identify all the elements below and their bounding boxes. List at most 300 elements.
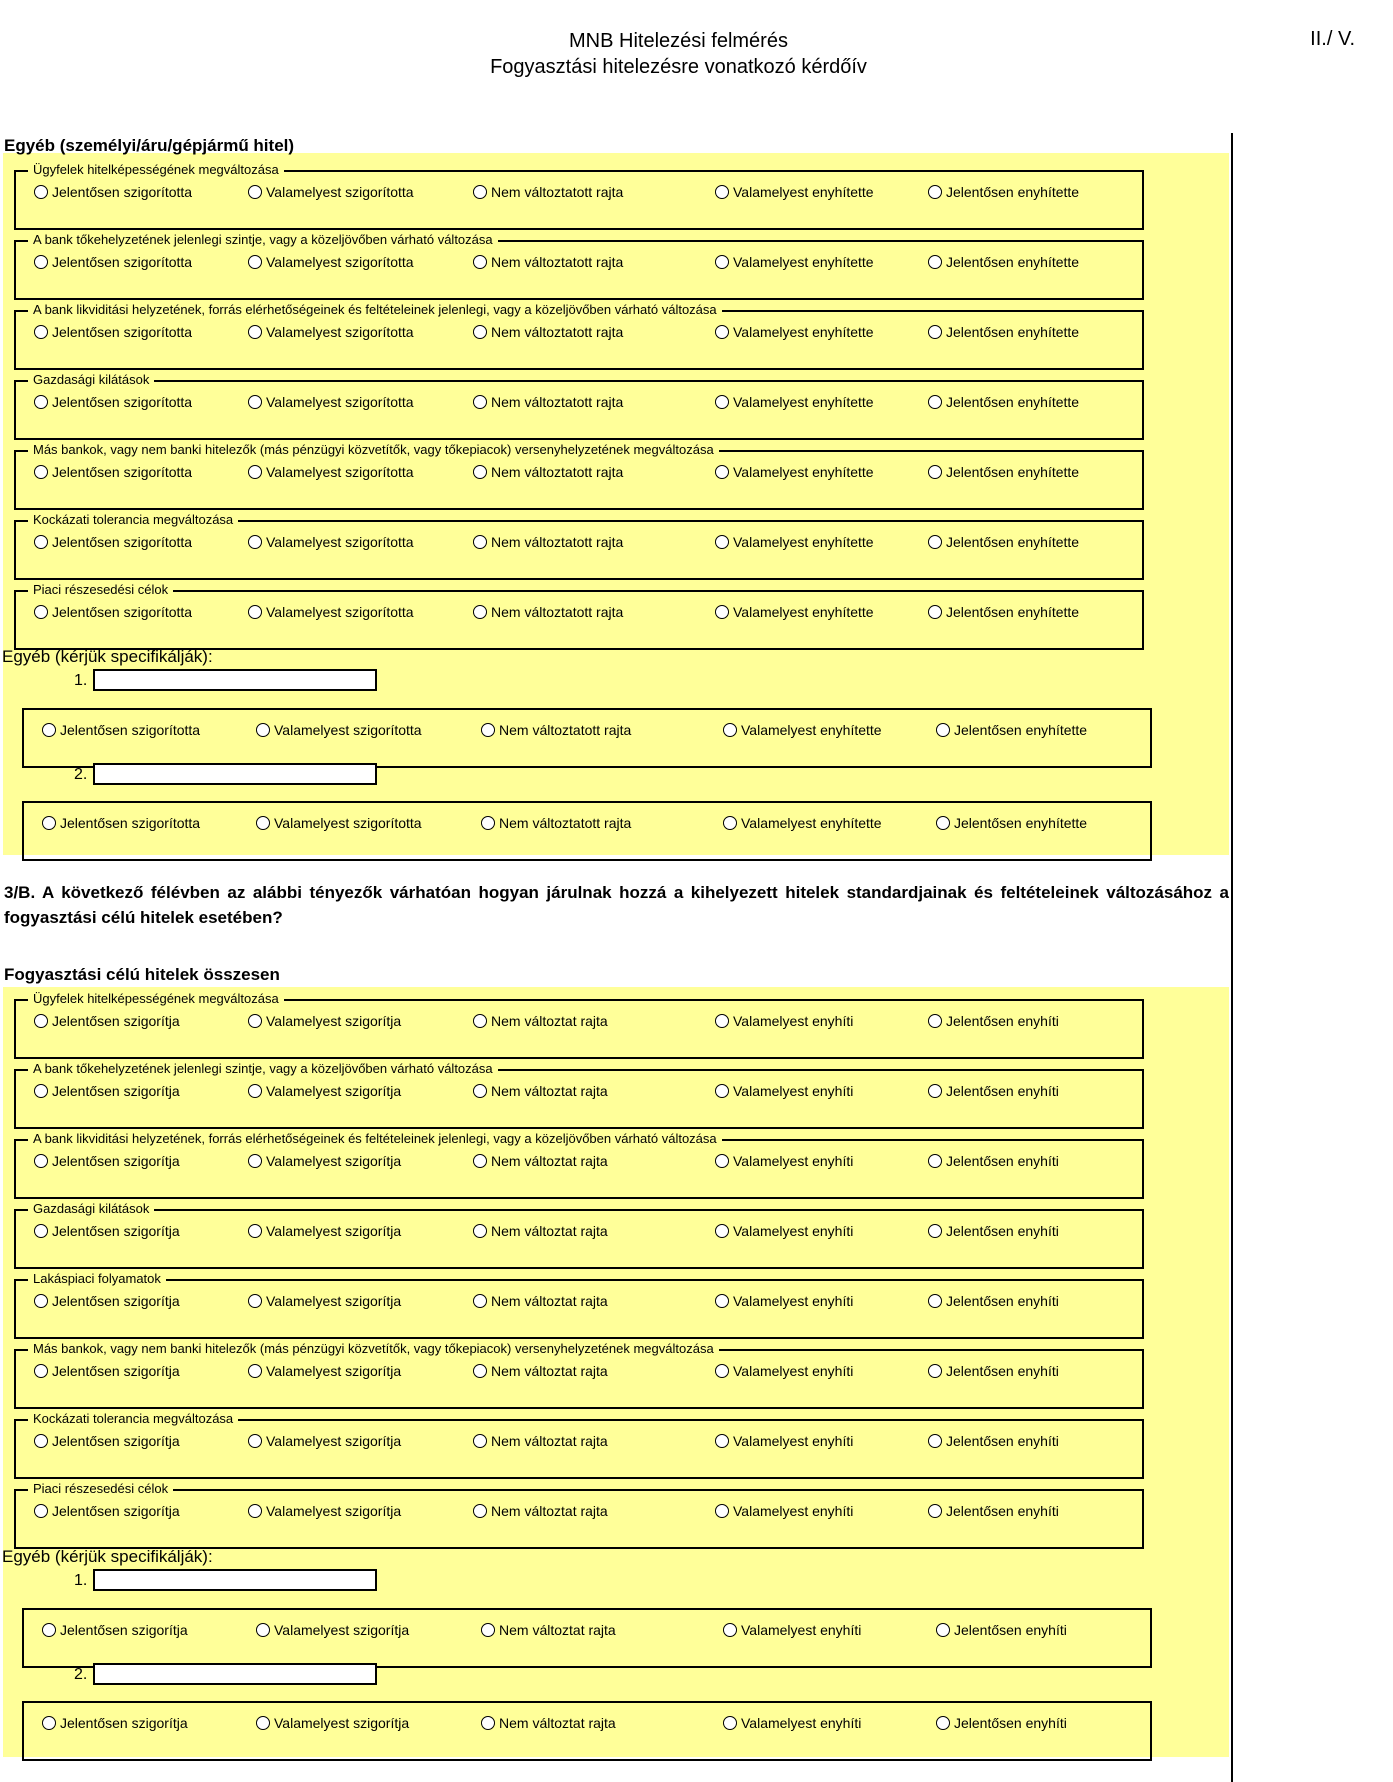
radio-button-icon[interactable] <box>34 325 48 339</box>
radio-button-icon[interactable] <box>473 1294 487 1308</box>
section-b-group-2-legend: A bank tőkehelyzetének jelenlegi szintje, vagy a közeljövőben várható változása <box>28 1061 498 1077</box>
section-b-group-5-option-1[interactable] <box>34 1293 180 1309</box>
section-b-group-3-option-4[interactable] <box>715 1153 853 1169</box>
radio-button-icon[interactable] <box>928 325 942 339</box>
option-label: Nem változtat rajta <box>491 1013 608 1029</box>
radio-button-icon[interactable] <box>473 1014 487 1028</box>
option-label: Nem változtatott rajta <box>491 394 624 410</box>
radio-button-icon[interactable] <box>715 255 729 269</box>
radio-button-icon[interactable] <box>34 1364 48 1378</box>
option-label: Nem változtat rajta <box>499 1715 616 1731</box>
radio-button-icon[interactable] <box>473 1434 487 1448</box>
radio-button-icon[interactable] <box>928 1154 942 1168</box>
radio-button-icon[interactable] <box>936 1716 950 1730</box>
section-b-group-7 <box>14 1411 1144 1479</box>
survey-title: MNB Hitelezési felmérés <box>569 30 788 52</box>
section-b-group-3-option-2[interactable] <box>248 1153 401 1169</box>
section-a-other-2-group-option-3[interactable] <box>481 815 631 831</box>
section-a-other-2-group-option-5[interactable] <box>936 815 1087 831</box>
section-a-group-5-option-5[interactable] <box>928 464 1079 480</box>
option-label: Jelentősen szigorította <box>52 534 193 550</box>
section-b-group-8-option-3[interactable] <box>473 1503 608 1519</box>
radio-button-icon[interactable] <box>473 535 487 549</box>
section-b-group-3 <box>14 1131 1144 1199</box>
section-b-group-6-legend: Más bankok, vagy nem banki hitelezők (más pénzügyi közvetítők, vagy tőkepiacok) versenyhelyzetének megváltozása <box>28 1341 719 1357</box>
radio-button-icon[interactable] <box>928 1294 942 1308</box>
section-a-group-6-option-3[interactable] <box>473 534 623 550</box>
radio-button-icon[interactable] <box>42 1623 56 1637</box>
question-3b: 3/B. A következő félévben az alábbi tényezők várhatóan hogyan járulnak hozzá a kihelyezett hitelek standardjainak és feltételeinek változásához a fogyasztási célú hitelek esetében? <box>4 883 1229 927</box>
option-label: Nem változtatott rajta <box>491 324 624 340</box>
option-label: Valamelyest enyhíti <box>741 1622 862 1638</box>
section-a-group-1 <box>14 162 1144 230</box>
section-a-title: Egyéb (személyi/áru/gépjármű hitel) <box>4 136 295 155</box>
radio-button-icon[interactable] <box>473 1224 487 1238</box>
radio-button-icon[interactable] <box>928 255 942 269</box>
option-label: Jelentősen enyhíti <box>946 1293 1059 1309</box>
radio-button-icon[interactable] <box>256 1623 270 1637</box>
section-a-other-2-group-option-1[interactable] <box>42 815 200 831</box>
option-label: Valamelyest szigorította <box>266 464 414 480</box>
option-label: Valamelyest szigorítja <box>266 1223 402 1239</box>
radio-button-icon[interactable] <box>723 816 737 830</box>
right-rule <box>1231 133 1233 1782</box>
radio-button-icon[interactable] <box>715 1154 729 1168</box>
radio-button-icon[interactable] <box>715 1224 729 1238</box>
section-a-group-7-option-2[interactable] <box>248 604 414 620</box>
option-label: Jelentősen enyhítette <box>946 394 1080 410</box>
radio-button-icon[interactable] <box>248 1014 262 1028</box>
section-a-group-1-option-5[interactable] <box>928 184 1079 200</box>
radio-button-icon[interactable] <box>42 816 56 830</box>
section-b-group-8-option-1[interactable] <box>34 1503 180 1519</box>
section-b-group-7-option-1[interactable] <box>34 1433 180 1449</box>
section-b-group-2-option-5[interactable] <box>928 1083 1059 1099</box>
radio-button-icon[interactable] <box>42 723 56 737</box>
section-b-group-3-legend: A bank likviditási helyzetének, forrás elérhetőségeinek és feltételeinek jelenlegi, vagy a közeljövőben várható változása <box>28 1131 722 1147</box>
section-a-group-5-option-1[interactable] <box>34 464 192 480</box>
radio-button-icon[interactable] <box>936 816 950 830</box>
radio-button-icon[interactable] <box>473 395 487 409</box>
radio-button-icon[interactable] <box>248 185 262 199</box>
section-b-group-2-option-1[interactable] <box>34 1083 180 1099</box>
section-b-group-8-option-2[interactable] <box>248 1503 401 1519</box>
section-b-group-4-option-1[interactable] <box>34 1223 180 1239</box>
radio-button-icon[interactable] <box>34 395 48 409</box>
radio-button-icon[interactable] <box>473 325 487 339</box>
radio-button-icon[interactable] <box>481 816 495 830</box>
radio-button-icon[interactable] <box>248 605 262 619</box>
option-label: Valamelyest szigorította <box>266 254 414 270</box>
option-label: Nem változtat rajta <box>491 1293 608 1309</box>
radio-button-icon[interactable] <box>481 723 495 737</box>
radio-button-icon[interactable] <box>34 255 48 269</box>
section-b-other-1-number: 1. <box>74 1572 88 1589</box>
option-label: Nem változtat rajta <box>491 1083 608 1099</box>
radio-button-icon[interactable] <box>248 1084 262 1098</box>
radio-button-icon[interactable] <box>34 185 48 199</box>
option-label: Jelentősen enyhíti <box>954 1715 1067 1731</box>
section-b-group-3-option-1[interactable] <box>34 1153 180 1169</box>
option-label: Jelentősen szigorította <box>60 722 201 738</box>
section-a-group-7-option-3[interactable] <box>473 604 623 620</box>
section-b-group-8-option-5[interactable] <box>928 1503 1059 1519</box>
section-b-group-1-option-1[interactable] <box>34 1013 180 1029</box>
radio-button-icon[interactable] <box>723 723 737 737</box>
radio-button-icon[interactable] <box>715 325 729 339</box>
option-label: Nem változtatott rajta <box>491 604 624 620</box>
section-b-group-8 <box>14 1481 1144 1549</box>
radio-button-icon[interactable] <box>723 1716 737 1730</box>
radio-button-icon[interactable] <box>715 1014 729 1028</box>
radio-button-icon[interactable] <box>928 1224 942 1238</box>
radio-button-icon[interactable] <box>928 1504 942 1518</box>
radio-button-icon[interactable] <box>715 605 729 619</box>
option-label: Valamelyest szigorította <box>266 604 414 620</box>
section-a-group-2-option-1[interactable] <box>34 254 192 270</box>
radio-button-icon[interactable] <box>34 605 48 619</box>
section-b-group-6-option-2[interactable] <box>248 1363 401 1379</box>
section-b-group-7-option-5[interactable] <box>928 1433 1059 1449</box>
option-label: Valamelyest enyhítette <box>733 464 874 480</box>
option-label: Jelentősen enyhítette <box>946 254 1080 270</box>
section-b-group-1 <box>14 991 1144 1059</box>
section-a-group-1-option-2[interactable] <box>248 184 414 200</box>
option-label: Valamelyest szigorította <box>274 722 422 738</box>
radio-button-icon[interactable] <box>715 1434 729 1448</box>
radio-button-icon[interactable] <box>256 816 270 830</box>
radio-button-icon[interactable] <box>34 465 48 479</box>
radio-button-icon[interactable] <box>248 325 262 339</box>
section-b-group-7-option-3[interactable] <box>473 1433 608 1449</box>
radio-button-icon[interactable] <box>34 1084 48 1098</box>
radio-button-icon[interactable] <box>248 1504 262 1518</box>
option-label: Valamelyest enyhítette <box>733 534 874 550</box>
radio-button-icon[interactable] <box>715 535 729 549</box>
section-a-group-2-option-3[interactable] <box>473 254 623 270</box>
page-header-title <box>0 28 1357 80</box>
section-b-group-2-option-3[interactable] <box>473 1083 608 1099</box>
section-a-other-1-group-option-4[interactable] <box>723 722 882 738</box>
section-b-group-3-option-3[interactable] <box>473 1153 608 1169</box>
section-a-other-label: Egyéb (kérjük specifikálják): <box>2 647 213 666</box>
radio-button-icon[interactable] <box>928 1014 942 1028</box>
option-label: Jelentősen enyhítette <box>954 815 1088 831</box>
section-b-other-2-input[interactable] <box>93 1663 377 1685</box>
option-label: Valamelyest enyhítette <box>733 604 874 620</box>
radio-button-icon[interactable] <box>34 1294 48 1308</box>
option-label: Valamelyest szigorítja <box>274 1715 410 1731</box>
section-a-other-1-group-option-5[interactable] <box>936 722 1087 738</box>
radio-button-icon[interactable] <box>481 1716 495 1730</box>
option-label: Valamelyest enyhíti <box>741 1715 862 1731</box>
section-b-other-1-group-option-4[interactable] <box>723 1622 861 1638</box>
section-b-other-1-group <box>22 1608 1152 1668</box>
section-b-group-6-option-3[interactable] <box>473 1363 608 1379</box>
option-label: Jelentősen enyhíti <box>946 1503 1059 1519</box>
section-b-other-2-group-option-4[interactable] <box>723 1715 861 1731</box>
radio-button-icon[interactable] <box>715 395 729 409</box>
section-b-other-1-group-option-3[interactable] <box>481 1622 616 1638</box>
radio-button-icon[interactable] <box>34 1434 48 1448</box>
option-label: Jelentősen szigorítja <box>52 1013 180 1029</box>
section-a-other-2-group <box>22 801 1152 861</box>
section-a-other-1-group-option-1[interactable] <box>42 722 200 738</box>
option-label: Valamelyest enyhítette <box>733 184 874 200</box>
radio-button-icon[interactable] <box>928 185 942 199</box>
option-label: Jelentősen enyhíti <box>954 1622 1067 1638</box>
radio-button-icon[interactable] <box>473 465 487 479</box>
option-label: Jelentősen enyhíti <box>946 1153 1059 1169</box>
option-label: Valamelyest enyhíti <box>733 1433 854 1449</box>
section-a-group-2-option-5[interactable] <box>928 254 1079 270</box>
option-label: Valamelyest enyhítette <box>741 722 882 738</box>
radio-button-icon[interactable] <box>34 1504 48 1518</box>
section-a-other-2-group-option-2[interactable] <box>256 815 422 831</box>
section-b-group-5-option-3[interactable] <box>473 1293 608 1309</box>
section-b-group-6-option-4[interactable] <box>715 1363 853 1379</box>
section-b-group-1-option-5[interactable] <box>928 1013 1059 1029</box>
radio-button-icon[interactable] <box>928 535 942 549</box>
section-b-group-5-option-4[interactable] <box>715 1293 853 1309</box>
radio-button-icon[interactable] <box>256 1716 270 1730</box>
section-b-group-3-option-5[interactable] <box>928 1153 1059 1169</box>
section-b-other-1-group-option-5[interactable] <box>936 1622 1067 1638</box>
section-a-group-1-option-4[interactable] <box>715 184 874 200</box>
option-label: Valamelyest szigorítja <box>266 1153 402 1169</box>
radio-button-icon[interactable] <box>248 1364 262 1378</box>
option-label: Valamelyest enyhítette <box>741 815 882 831</box>
option-label: Valamelyest szigorítja <box>266 1293 402 1309</box>
radio-button-icon[interactable] <box>928 605 942 619</box>
section-b-group-4-legend: Gazdasági kilátások <box>28 1201 154 1217</box>
section-a-group-1-legend: Ügyfelek hitelképességének megváltozása <box>28 162 284 178</box>
radio-button-icon[interactable] <box>248 1154 262 1168</box>
section-b-group-4-option-4[interactable] <box>715 1223 853 1239</box>
option-label: Jelentősen enyhíti <box>946 1363 1059 1379</box>
section-a-other-2-group-option-4[interactable] <box>723 815 882 831</box>
section-b-group-5 <box>14 1271 1144 1339</box>
option-label: Valamelyest enyhíti <box>733 1293 854 1309</box>
radio-button-icon[interactable] <box>936 1623 950 1637</box>
radio-button-icon[interactable] <box>248 1434 262 1448</box>
radio-button-icon[interactable] <box>34 1154 48 1168</box>
section-b-group-1-option-2[interactable] <box>248 1013 401 1029</box>
section-a-group-2-legend: A bank tőkehelyzetének jelenlegi szintje, vagy a közeljövőben várható változása <box>28 232 498 248</box>
section-a-group-5-option-2[interactable] <box>248 464 414 480</box>
section-a-group-3-option-3[interactable] <box>473 324 623 340</box>
option-label: Valamelyest enyhíti <box>733 1083 854 1099</box>
section-a-group-4 <box>14 372 1144 440</box>
section-b-group-8-legend: Piaci részesedési célok <box>28 1481 173 1497</box>
section-a-group-2 <box>14 232 1144 300</box>
section-a-group-2-option-4[interactable] <box>715 254 874 270</box>
section-a-group-3-option-2[interactable] <box>248 324 414 340</box>
option-label: Valamelyest szigorítja <box>266 1013 402 1029</box>
option-label: Jelentősen enyhítette <box>946 464 1080 480</box>
section-b-group-2-option-2[interactable] <box>248 1083 401 1099</box>
section-b-other-2-group <box>22 1701 1152 1761</box>
section-a-group-4-option-1[interactable] <box>34 394 192 410</box>
option-label: Jelentősen szigorította <box>52 604 193 620</box>
section-b-group-2 <box>14 1061 1144 1129</box>
radio-button-icon[interactable] <box>248 1224 262 1238</box>
section-a-group-6-option-4[interactable] <box>715 534 874 550</box>
section-a-group-4-option-3[interactable] <box>473 394 623 410</box>
option-label: Jelentősen enyhítette <box>954 722 1088 738</box>
section-b-group-2-option-4[interactable] <box>715 1083 853 1099</box>
section-b-other-1-group-option-2[interactable] <box>256 1622 409 1638</box>
option-label: Valamelyest szigorította <box>274 815 422 831</box>
section-b-group-6-option-5[interactable] <box>928 1363 1059 1379</box>
section-b-other-2-group-option-2[interactable] <box>256 1715 409 1731</box>
radio-button-icon[interactable] <box>473 1504 487 1518</box>
radio-button-icon[interactable] <box>481 1623 495 1637</box>
section-a-group-5-option-3[interactable] <box>473 464 623 480</box>
option-label: Nem változtat rajta <box>491 1363 608 1379</box>
radio-button-icon[interactable] <box>928 1084 942 1098</box>
section-b-group-4-option-3[interactable] <box>473 1223 608 1239</box>
section-a-group-7-option-1[interactable] <box>34 604 192 620</box>
radio-button-icon[interactable] <box>248 535 262 549</box>
section-a-group-3-option-1[interactable] <box>34 324 192 340</box>
section-a-group-2-option-2[interactable] <box>248 254 414 270</box>
radio-button-icon[interactable] <box>473 1364 487 1378</box>
section-a-group-3-option-4[interactable] <box>715 324 874 340</box>
option-label: Jelentősen szigorítja <box>60 1622 188 1638</box>
option-label: Jelentősen szigorítja <box>52 1153 180 1169</box>
radio-button-icon[interactable] <box>715 1504 729 1518</box>
section-a-group-1-option-1[interactable] <box>34 184 192 200</box>
radio-button-icon[interactable] <box>723 1623 737 1637</box>
section-a-group-5-option-4[interactable] <box>715 464 874 480</box>
section-b-group-1-option-3[interactable] <box>473 1013 608 1029</box>
section-b-title: Fogyasztási célú hitelek összesen <box>4 965 280 984</box>
section-a-group-6-option-5[interactable] <box>928 534 1079 550</box>
section-b-group-5-option-2[interactable] <box>248 1293 401 1309</box>
option-label: Jelentősen enyhíti <box>946 1223 1059 1239</box>
section-b-other-2-group-option-5[interactable] <box>936 1715 1067 1731</box>
radio-button-icon[interactable] <box>928 465 942 479</box>
section-b-group-8-option-4[interactable] <box>715 1503 853 1519</box>
option-label: Nem változtatott rajta <box>499 722 632 738</box>
section-b-group-5-option-5[interactable] <box>928 1293 1059 1309</box>
radio-button-icon[interactable] <box>936 723 950 737</box>
section-a-group-5-legend: Más bankok, vagy nem banki hitelezők (más pénzügyi közvetítők, vagy tőkepiacok) versenyhelyzetének megváltozása <box>28 442 719 458</box>
radio-button-icon[interactable] <box>34 1224 48 1238</box>
radio-button-icon[interactable] <box>248 465 262 479</box>
option-label: Valamelyest enyhíti <box>733 1503 854 1519</box>
section-a-group-4-option-4[interactable] <box>715 394 874 410</box>
radio-button-icon[interactable] <box>248 255 262 269</box>
section-a-group-7-legend: Piaci részesedési célok <box>28 582 173 598</box>
radio-button-icon[interactable] <box>248 1294 262 1308</box>
radio-button-icon[interactable] <box>34 535 48 549</box>
radio-button-icon[interactable] <box>473 605 487 619</box>
section-b-group-7-option-4[interactable] <box>715 1433 853 1449</box>
section-b-group-4-option-5[interactable] <box>928 1223 1059 1239</box>
section-b-other-1-group-option-1[interactable] <box>42 1622 188 1638</box>
radio-button-icon[interactable] <box>928 1434 942 1448</box>
section-b-other-2-group-option-3[interactable] <box>481 1715 616 1731</box>
radio-button-icon[interactable] <box>473 255 487 269</box>
option-label: Valamelyest szigorítja <box>274 1622 410 1638</box>
section-a-other-1-group-option-2[interactable] <box>256 722 422 738</box>
section-a-group-7-option-5[interactable] <box>928 604 1079 620</box>
section-a-group-7-option-4[interactable] <box>715 604 874 620</box>
option-label: Nem változtatott rajta <box>491 534 624 550</box>
section-a-group-6 <box>14 512 1144 580</box>
option-label: Valamelyest szigorította <box>266 534 414 550</box>
option-label: Valamelyest enyhíti <box>733 1013 854 1029</box>
section-a-group-6-legend: Kockázati tolerancia megváltozása <box>28 512 238 528</box>
radio-button-icon[interactable] <box>715 465 729 479</box>
option-label: Jelentősen szigorítja <box>52 1083 180 1099</box>
radio-button-icon[interactable] <box>473 185 487 199</box>
survey-subtitle: Fogyasztási hitelezésre vonatkozó kérdőív <box>490 56 867 78</box>
option-label: Valamelyest enyhítette <box>733 254 874 270</box>
section-a-other-2-input[interactable] <box>93 763 377 785</box>
section-b-other-2-number: 2. <box>74 1666 88 1683</box>
section-b-group-6-option-1[interactable] <box>34 1363 180 1379</box>
section-b-other-label: Egyéb (kérjük specifikálják): <box>2 1547 213 1566</box>
radio-button-icon[interactable] <box>715 1084 729 1098</box>
option-label: Nem változtat rajta <box>491 1153 608 1169</box>
option-label: Valamelyest enyhíti <box>733 1153 854 1169</box>
radio-button-icon[interactable] <box>34 1014 48 1028</box>
radio-button-icon[interactable] <box>248 395 262 409</box>
option-label: Jelentősen szigorította <box>52 394 193 410</box>
section-b-other-2-group-option-1[interactable] <box>42 1715 188 1731</box>
page-number: II./ V. <box>1310 28 1355 50</box>
section-b-group-5-legend: Lakáspiaci folyamatok <box>28 1271 166 1287</box>
section-a-other-1-group <box>22 708 1152 768</box>
section-a-group-6-option-2[interactable] <box>248 534 414 550</box>
radio-button-icon[interactable] <box>715 185 729 199</box>
radio-button-icon[interactable] <box>928 395 942 409</box>
radio-button-icon[interactable] <box>928 1364 942 1378</box>
option-label: Jelentősen szigorítja <box>52 1433 180 1449</box>
section-b-group-1-option-4[interactable] <box>715 1013 853 1029</box>
section-a-other-2-number: 2. <box>74 766 88 783</box>
option-label: Jelentősen szigorítja <box>52 1363 180 1379</box>
section-b-group-7-option-2[interactable] <box>248 1433 401 1449</box>
section-a-group-4-option-2[interactable] <box>248 394 414 410</box>
option-label: Valamelyest szigorította <box>266 324 414 340</box>
option-label: Valamelyest enyhítette <box>733 324 874 340</box>
section-b-group-4-option-2[interactable] <box>248 1223 401 1239</box>
section-a-group-6-option-1[interactable] <box>34 534 192 550</box>
radio-button-icon[interactable] <box>473 1154 487 1168</box>
section-b-group-7-legend: Kockázati tolerancia megváltozása <box>28 1411 238 1427</box>
option-label: Jelentősen szigorította <box>52 254 193 270</box>
radio-button-icon[interactable] <box>715 1294 729 1308</box>
section-a-group-1-option-3[interactable] <box>473 184 623 200</box>
section-a-other-1-group-option-3[interactable] <box>481 722 631 738</box>
section-b-group-1-legend: Ügyfelek hitelképességének megváltozása <box>28 991 284 1007</box>
radio-button-icon[interactable] <box>42 1716 56 1730</box>
section-a-group-4-option-5[interactable] <box>928 394 1079 410</box>
option-label: Jelentősen szigorította <box>52 464 193 480</box>
option-label: Jelentősen enyhítette <box>946 604 1080 620</box>
section-b-other-1-input[interactable] <box>93 1569 377 1591</box>
section-a-group-3-option-5[interactable] <box>928 324 1079 340</box>
option-label: Jelentősen szigorítja <box>52 1293 180 1309</box>
radio-button-icon[interactable] <box>715 1364 729 1378</box>
radio-button-icon[interactable] <box>473 1084 487 1098</box>
radio-button-icon[interactable] <box>256 723 270 737</box>
section-a-other-1-input[interactable] <box>93 669 377 691</box>
